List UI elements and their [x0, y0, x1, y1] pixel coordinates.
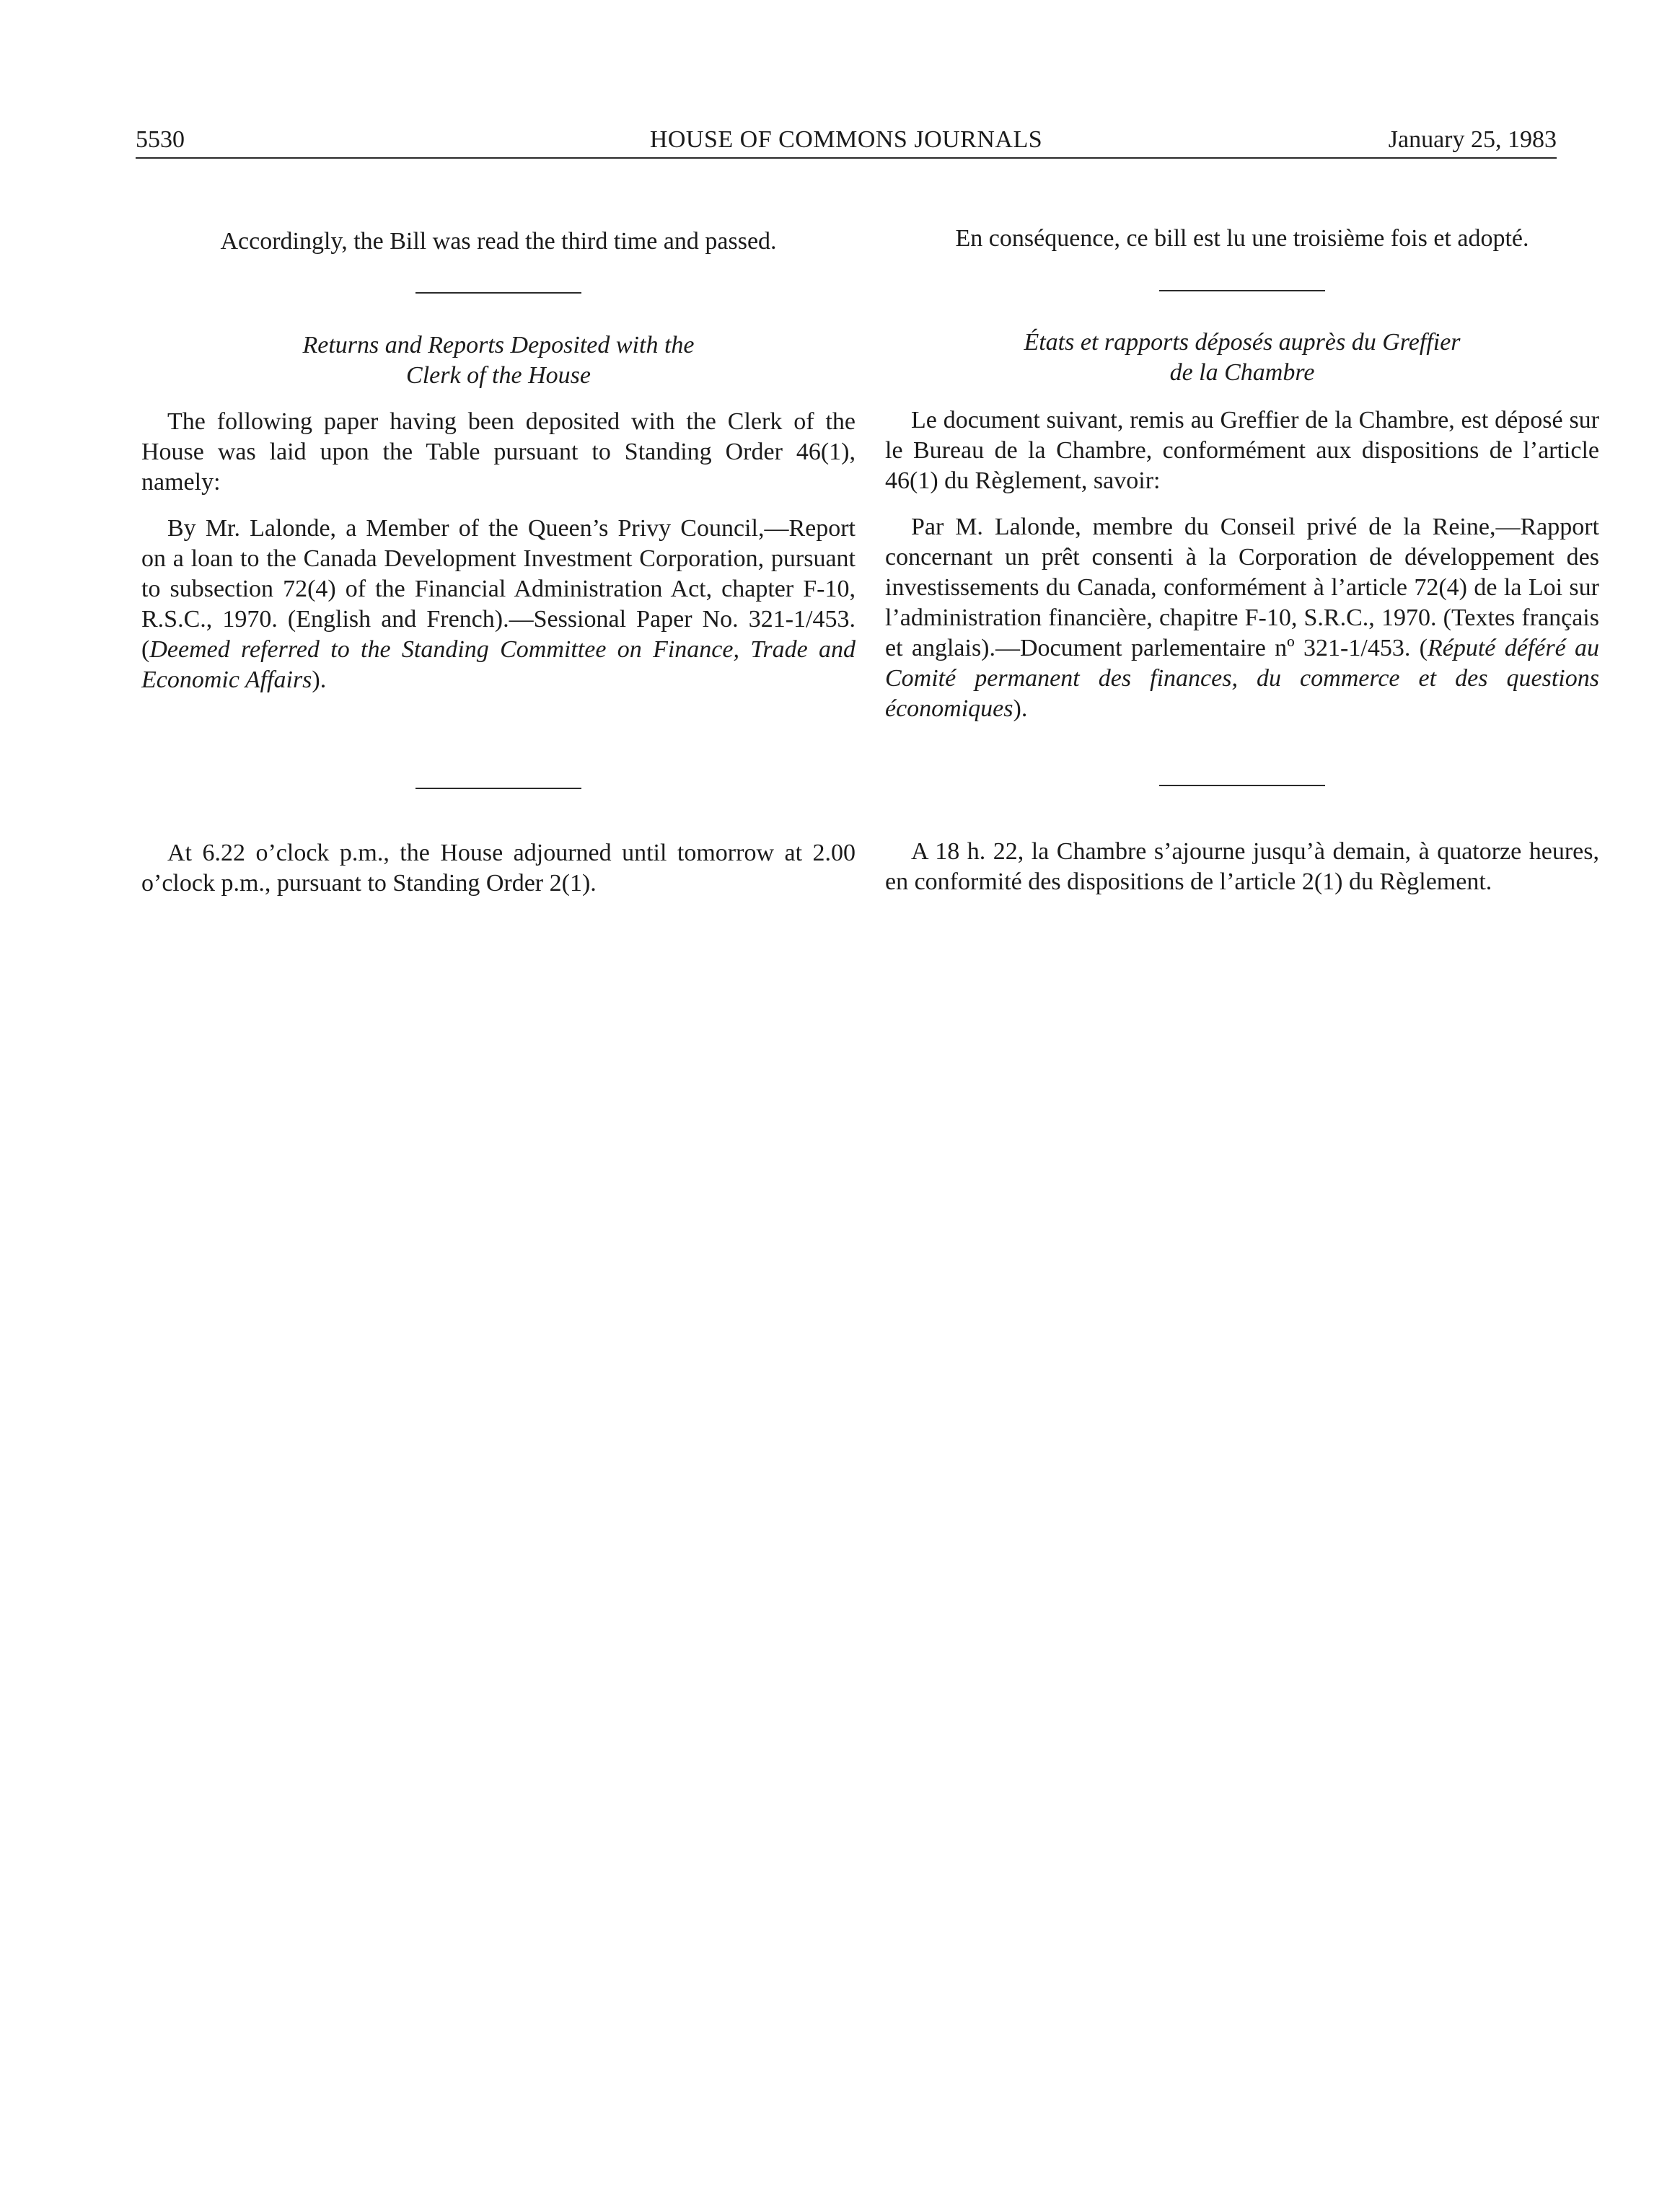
english-adjourned-block — [141, 838, 856, 899]
english-paper-plain: By Mr. Lalonde, a Member of the Queen’s Privy Council,—Report on a loan to the Canada Development Investment Corporation, pursuant to subsection 72(4) of the Financial Administration Act, chapter F-10, R.S.C., 1970. (English and French).—Sessional Paper No. 321-1/453. ( — [141, 515, 856, 663]
separator-rule — [415, 292, 581, 294]
page-header — [136, 121, 1557, 159]
french-heading-line1: États et rapports déposés auprès du Greffier — [1024, 329, 1461, 356]
english-intro-text: The following paper having been deposited with the Clerk of the House was laid upon the Table pursuant to Standing Order 46(1), namely: — [141, 408, 856, 496]
separator-rule — [1159, 290, 1325, 291]
french-adjourned-text: A 18 h. 22, la Chambre s’ajourne jusqu’à demain, à quatorze heures, en conformité des dispositions de l’article 2(1) du Règlement. — [885, 838, 1599, 895]
french-paper-plain: Par M. Lalonde, membre du Conseil privé de la Reine,—Rapport concernant un prêt consenti à la Corporation de développement des investissements du Canada, conformément à l’article 72(4) de la Loi sur l’administration financière, chapitre F-10, S.R.C., 1970. (Textes français et anglais).—Document parlementaire nº 321-1/453. ( — [885, 514, 1599, 661]
english-paper-close: ). — [312, 666, 327, 693]
english-heading — [141, 330, 856, 391]
english-paper-text — [141, 514, 856, 695]
english-separator-1 — [141, 292, 856, 294]
journal-date: January 25, 1983 — [1388, 126, 1557, 153]
french-separator-1 — [885, 290, 1599, 291]
french-separator-2 — [885, 785, 1599, 786]
english-adjourned-text: At 6.22 o’clock p.m., the House adjourned until tomorrow at 2.00 o’clock p.m., pursuant to Standing Order 2(1). — [141, 840, 856, 897]
french-intro-block — [885, 405, 1599, 496]
header-rule — [136, 157, 1557, 159]
english-intro-block — [141, 407, 856, 498]
english-heading-line2: Clerk of the House — [406, 362, 591, 389]
page-number: 5530 — [136, 126, 185, 153]
french-heading-line2: de la Chambre — [1169, 359, 1315, 386]
journal-title: HOUSE OF COMMONS JOURNALS — [649, 126, 1043, 153]
english-paper-italic: Deemed referred to the Standing Committee on Finance, Trade and Economic Affairs — [141, 636, 856, 693]
english-passed-block — [141, 226, 856, 257]
separator-rule — [1159, 785, 1325, 786]
english-passed-text: Accordingly, the Bill was read the third time and passed. — [220, 228, 777, 255]
english-separator-2 — [141, 788, 856, 789]
english-paper-block — [141, 514, 856, 695]
french-passed-text: En conséquence, ce bill est lu une troisième fois et adopté. — [955, 225, 1529, 252]
french-paper-italic: Réputé déféré au Comité permanent des finances, du commerce et des questions économiques — [885, 635, 1599, 722]
french-passed-block — [885, 224, 1599, 254]
french-paper-text — [885, 512, 1599, 724]
english-heading-line1: Returns and Reports Deposited with the — [302, 332, 695, 358]
french-paper-close: ). — [1013, 695, 1028, 722]
french-adjourned-block — [885, 837, 1599, 897]
french-intro-text: Le document suivant, remis au Greffier de la Chambre, est déposé sur le Bureau de la Chambre, conformément aux dispositions de l’article 46(1) du Règlement, savoir: — [885, 407, 1599, 494]
french-paper-block — [885, 512, 1599, 724]
french-heading — [885, 327, 1599, 388]
separator-rule — [415, 788, 581, 789]
